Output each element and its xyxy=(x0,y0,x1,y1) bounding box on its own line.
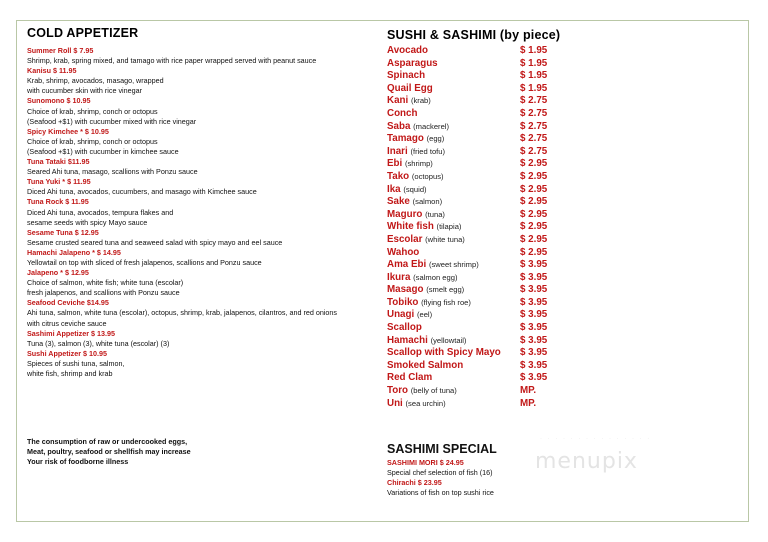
sushi-item-name: Quail Egg xyxy=(387,82,433,94)
sushi-item xyxy=(387,70,587,83)
sushi-item-price: $ 2.75 xyxy=(520,120,548,132)
sushi-item-name: Scallop xyxy=(387,322,422,334)
sushi-item-name: Sake xyxy=(387,196,410,208)
sushi-item-price: $ 2.75 xyxy=(520,107,548,119)
sushi-item-price: $ 3.95 xyxy=(520,372,548,384)
sushi-item-name: Scallop with Spicy Mayo xyxy=(387,347,501,359)
sushi-item-name: Escolar xyxy=(387,233,423,245)
special-name: SASHIMI MORI $ 24.95 xyxy=(387,458,464,467)
sushi-name-cell xyxy=(387,146,445,159)
sushi-item-name: Conch xyxy=(387,107,418,119)
appetizer-name: Sashimi Appetizer $ 13.95 xyxy=(27,328,116,338)
sushi-item xyxy=(387,184,587,197)
sushi-item xyxy=(387,284,587,297)
sushi-name-cell xyxy=(387,196,442,209)
appetizer-item xyxy=(27,66,367,96)
appetizer-item xyxy=(27,228,367,248)
sushi-item-price: $ 3.95 xyxy=(520,322,548,334)
sushi-item xyxy=(387,146,587,159)
cold-appetizer-section xyxy=(27,26,367,379)
sushi-item-note: (sea urchin) xyxy=(405,398,446,408)
sushi-item-name: Tamago xyxy=(387,133,424,145)
sushi-name-cell xyxy=(387,335,466,348)
appetizer-item xyxy=(27,248,367,268)
sushi-item-price: $ 3.95 xyxy=(520,347,548,359)
sushi-item-price: $ 1.95 xyxy=(520,82,548,94)
sushi-name-cell xyxy=(387,272,457,285)
appetizer-name: Tuna Rock $ 11.95 xyxy=(27,197,89,207)
sushi-item xyxy=(387,95,587,108)
sushi-name-cell xyxy=(387,372,432,385)
sushi-item-price: $ 3.95 xyxy=(520,296,548,308)
sushi-item-note: (octopus) xyxy=(411,171,444,181)
sushi-item-note: (white tuna) xyxy=(425,234,465,244)
sushi-item xyxy=(387,385,587,398)
sushi-item-name: Tobiko xyxy=(387,296,419,308)
appetizer-name: Tuna Tataki $11.95 xyxy=(27,157,90,167)
special-item xyxy=(387,478,607,498)
sushi-item xyxy=(387,372,587,385)
sushi-item-note: (salmon) xyxy=(412,197,443,207)
sushi-item-name: Toro xyxy=(387,385,409,397)
sushi-item-price: $ 2.95 xyxy=(520,158,548,170)
sushi-item-price: MP. xyxy=(520,385,537,397)
sushi-item-note: (yellowtail) xyxy=(430,335,467,345)
special-name: Chirachi $ 23.95 xyxy=(387,478,442,488)
sushi-item-name: Inari xyxy=(387,145,408,157)
sushi-item xyxy=(387,259,587,272)
appetizer-name: Kanisu $ 11.95 xyxy=(27,66,77,76)
sushi-item-note: (eel) xyxy=(416,310,433,320)
sushi-name-cell xyxy=(387,221,461,234)
sushi-name-cell xyxy=(387,45,428,58)
sushi-name-cell xyxy=(387,385,457,398)
appetizer-description: Diced Ahi tuna, avocados, tempura flakes and sesame seeds with spicy Mayo sauce xyxy=(27,207,174,227)
sushi-item xyxy=(387,58,587,71)
sushi-item-price: $ 2.75 xyxy=(520,145,548,157)
sushi-item xyxy=(387,297,587,310)
appetizer-name: Tuna Yuki * $ 11.95 xyxy=(27,177,91,187)
sushi-item-name: White fish xyxy=(387,221,434,233)
sushi-item-note: (mackerel) xyxy=(413,121,450,131)
sushi-item xyxy=(387,171,587,184)
sushi-item xyxy=(387,234,587,247)
appetizer-description: Tuna (3), salmon (3), white tuna (escolar) (3) xyxy=(27,338,170,348)
appetizer-description: Choice of salmon, white fish; white tuna (escolar) fresh jalapenos, and scallions with Ponzu sauce xyxy=(27,278,184,298)
sushi-name-cell xyxy=(387,133,444,146)
sushi-item xyxy=(387,309,587,322)
sushi-item xyxy=(387,272,587,285)
sushi-item-name: Spinach xyxy=(387,70,426,82)
sushi-name-cell xyxy=(387,360,463,373)
sushi-name-cell xyxy=(387,259,479,272)
sushi-item xyxy=(387,322,587,335)
sushi-item xyxy=(387,247,587,260)
sushi-sashimi-list xyxy=(387,45,587,410)
appetizer-name: Seafood Ceviche $14.95 xyxy=(27,298,109,308)
appetizer-name: Sesame Tuna $ 12.95 xyxy=(27,227,99,237)
appetizer-item xyxy=(27,127,367,157)
sushi-item-price: $ 3.95 xyxy=(520,309,548,321)
sushi-item-note: (egg) xyxy=(426,134,445,144)
appetizer-description: Yellowtail on top with sliced of fresh jalapenos, scallions and Ponzu sauce xyxy=(27,257,262,267)
appetizer-item xyxy=(27,197,367,227)
sushi-name-cell xyxy=(387,322,422,335)
sushi-item-price: $ 3.95 xyxy=(520,334,548,346)
appetizer-description: Shrimp, krab, spring mixed, and tamago with rice paper wrapped served with peanut sauce xyxy=(27,56,317,66)
sushi-item-price: $ 2.75 xyxy=(520,133,548,145)
sushi-item-price: $ 2.95 xyxy=(520,208,548,220)
appetizer-item xyxy=(27,268,367,298)
sushi-name-cell xyxy=(387,58,438,71)
sushi-item-price: $ 3.95 xyxy=(520,259,548,271)
appetizer-item xyxy=(27,349,367,379)
appetizer-name: Jalapeno * $ 12.95 xyxy=(27,268,89,278)
warning-line: The consumption of raw or undercooked eggs, xyxy=(27,437,188,446)
warning-line: Meat, poultry, seafood or shellfish may increase xyxy=(27,447,191,457)
watermark-decoration: · · · · · · · · · · · · · · · xyxy=(540,436,652,442)
sushi-item xyxy=(387,335,587,348)
sushi-name-cell xyxy=(387,95,431,108)
sushi-item xyxy=(387,121,587,134)
sashimi-special-title: SASHIMI SPECIAL xyxy=(387,442,497,456)
sushi-name-cell xyxy=(387,108,417,121)
sushi-item xyxy=(387,209,587,222)
sushi-name-cell xyxy=(387,158,433,171)
sushi-item-note: (salmon egg) xyxy=(413,272,458,282)
special-description: Special chef selection of fish (16) xyxy=(387,468,493,478)
sushi-item xyxy=(387,158,587,171)
sushi-item-name: Hamachi xyxy=(387,334,428,346)
sushi-name-cell xyxy=(387,347,501,360)
sushi-item-note: (squid) xyxy=(403,184,427,194)
sushi-item xyxy=(387,360,587,373)
appetizer-name: Spicy Kimchee * $ 10.95 xyxy=(27,126,109,136)
sushi-item xyxy=(387,221,587,234)
appetizer-item xyxy=(27,298,367,328)
sushi-item-price: $ 2.95 xyxy=(520,221,548,233)
sushi-item-price: $ 1.95 xyxy=(520,57,548,69)
sushi-sashimi-section xyxy=(387,28,587,410)
sushi-item-note: (flying fish roe) xyxy=(421,297,471,307)
sushi-name-cell xyxy=(387,70,425,83)
menupix-watermark: menupix xyxy=(535,449,638,474)
sushi-item-name: Masago xyxy=(387,284,424,296)
sushi-item-name: Saba xyxy=(387,120,411,132)
sushi-item-name: Asparagus xyxy=(387,57,438,69)
sushi-item-name: Ikura xyxy=(387,271,411,283)
sushi-item-note: (sweet shrimp) xyxy=(428,260,479,270)
sushi-name-cell xyxy=(387,398,446,411)
appetizer-name: Sunomono $ 10.95 xyxy=(27,96,91,106)
sushi-name-cell xyxy=(387,184,427,197)
appetizer-description: Ahi tuna, salmon, white tuna (escolar), octopus, shrimp, krab, jalapenos, cilantros, and red onions with citrus ceviche sauce xyxy=(27,308,338,328)
appetizer-description: Seared Ahi tuna, masago, scallions with Ponzu sauce xyxy=(27,167,198,177)
warning-line: Your risk of foodborne illness xyxy=(27,457,129,467)
appetizer-name: Summer Roll $ 7.95 xyxy=(27,46,94,55)
appetizer-name: Hamachi Jalapeno * $ 14.95 xyxy=(27,247,121,257)
sushi-item-note: (shrimp) xyxy=(404,159,433,169)
sushi-item-note: (tuna) xyxy=(425,209,445,219)
appetizer-item xyxy=(27,157,367,177)
appetizer-description: Diced Ahi tuna, avocados, cucumbers, and masago with Kimchee sauce xyxy=(27,187,257,197)
sushi-item-name: Wahoo xyxy=(387,246,420,258)
sushi-item-name: Ama Ebi xyxy=(387,259,427,271)
sushi-item-note: (tilapia) xyxy=(436,222,462,232)
sushi-item-price: $ 1.95 xyxy=(520,45,548,56)
sushi-item xyxy=(387,83,587,96)
sushi-item xyxy=(387,45,587,58)
sushi-item-note: (belly of tuna) xyxy=(410,386,457,396)
special-description: Variations of fish on top sushi rice xyxy=(387,488,494,498)
sushi-item-name: Unagi xyxy=(387,309,415,321)
sushi-item xyxy=(387,133,587,146)
sushi-sashimi-title: SUSHI & SASHIMI (by piece) xyxy=(387,28,561,42)
sushi-item-name: Red Clam xyxy=(387,372,433,384)
sushi-item xyxy=(387,347,587,360)
sushi-name-cell xyxy=(387,171,444,184)
appetizer-description: Spieces of sushi tuna, salmon, white fish, shrimp and krab xyxy=(27,358,125,378)
sushi-item-price: $ 2.75 xyxy=(520,95,548,107)
sushi-item-name: Avocado xyxy=(387,45,429,56)
sushi-item xyxy=(387,398,587,411)
sushi-item-name: Ebi xyxy=(387,158,403,170)
appetizer-description: Choice of krab, shrimp, conch or octopus (Seafood +$1) with cucumber in kimchee sauce xyxy=(27,136,179,156)
sushi-name-cell xyxy=(387,297,471,310)
sushi-item-name: Smoked Salmon xyxy=(387,359,464,371)
sushi-item xyxy=(387,108,587,121)
sushi-item-note: (fried tofu) xyxy=(410,146,446,156)
sushi-item-price: $ 3.95 xyxy=(520,271,548,283)
sushi-item-note: (krab) xyxy=(410,96,431,106)
sushi-item-price: $ 2.95 xyxy=(520,183,548,195)
appetizer-item xyxy=(27,46,367,66)
sushi-name-cell xyxy=(387,234,465,247)
sushi-item-note: (smelt egg) xyxy=(426,285,465,295)
sushi-item-price: $ 3.95 xyxy=(520,359,548,371)
sushi-item-price: $ 3.95 xyxy=(520,284,548,296)
sushi-item xyxy=(387,196,587,209)
sushi-item-name: Uni xyxy=(387,397,403,409)
sushi-item-name: Kani xyxy=(387,95,409,107)
appetizer-description: Krab, shrimp, avocados, masago, wrapped with cucumber skin with rice vinegar xyxy=(27,76,164,96)
sushi-name-cell xyxy=(387,284,464,297)
appetizer-item xyxy=(27,329,367,349)
appetizer-name: Sushi Appetizer $ 10.95 xyxy=(27,348,108,358)
sushi-name-cell xyxy=(387,83,433,96)
appetizer-description: Sesame crusted seared tuna and seaweed salad with spicy mayo and eel sauce xyxy=(27,237,283,247)
sushi-item-price: $ 2.95 xyxy=(520,233,548,245)
sushi-item-price: $ 2.95 xyxy=(520,246,548,258)
appetizer-item xyxy=(27,177,367,197)
sushi-item-name: Maguro xyxy=(387,208,423,220)
sushi-item-name: Tako xyxy=(387,170,410,182)
sushi-name-cell xyxy=(387,209,445,222)
cold-appetizer-title: COLD APPETIZER xyxy=(27,26,139,40)
cold-appetizer-list xyxy=(27,46,367,379)
sushi-item-name: Ika xyxy=(387,183,401,195)
sushi-name-cell xyxy=(387,247,419,260)
sushi-item-price: $ 2.95 xyxy=(520,170,548,182)
sushi-name-cell xyxy=(387,121,449,134)
sushi-item-price: MP. xyxy=(520,397,537,409)
appetizer-item xyxy=(27,96,367,126)
sushi-item-price: $ 1.95 xyxy=(520,70,548,82)
sushi-item-price: $ 2.95 xyxy=(520,196,548,208)
appetizer-description: Choice of krab, shrimp, conch or octopus (Seafood +$1) with cucumber mixed with rice vinegar xyxy=(27,106,197,126)
foodborne-warning xyxy=(27,437,277,467)
sushi-name-cell xyxy=(387,309,432,322)
